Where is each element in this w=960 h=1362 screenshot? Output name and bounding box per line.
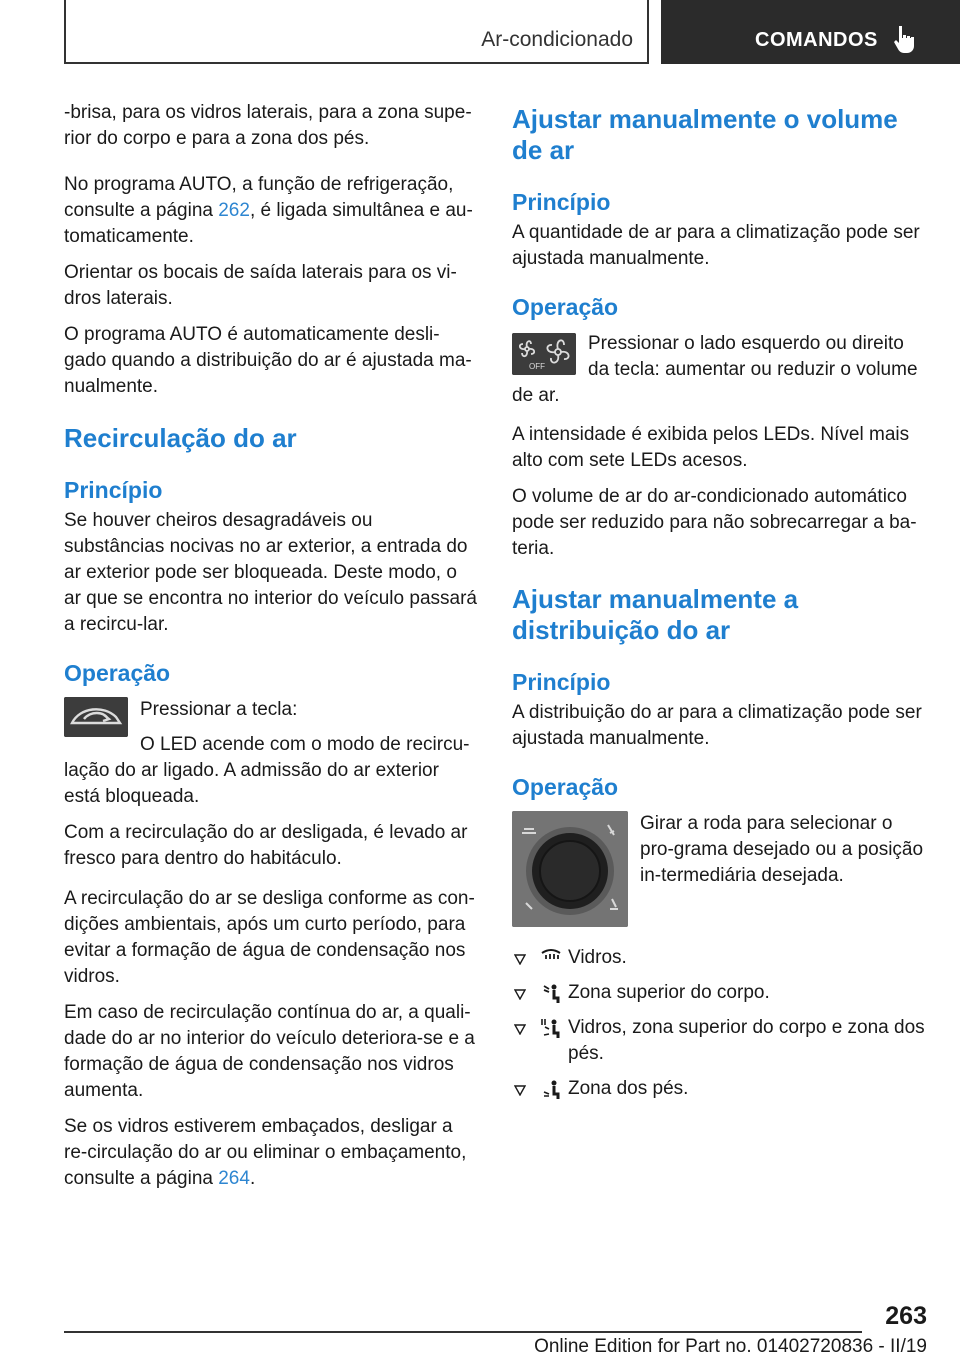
heading-operation: Operação: [512, 774, 619, 800]
paragraph: Se houver cheiros desagradáveis ou substâncias nocivas no ar exterior, a entrada do ar exterior pode ser bloqueada. Deste modo, o ar que se encontra no interior do veículo passará a recircu-lar.: [64, 510, 477, 635]
footer-divider: [64, 1331, 862, 1333]
chapter-title: COMANDOS: [755, 29, 878, 51]
fan-text: Pressionar o lado esquerdo ou direito da tecla: aumentar ou reduzir o volume de ar.: [512, 333, 918, 406]
list-item: [512, 945, 930, 971]
list-item: [512, 1076, 930, 1102]
triangle-bullet-icon: [514, 954, 526, 965]
paragraph: Orientar os bocais de saída laterais para os vi-dros laterais.: [64, 262, 457, 309]
header-section-tab: [64, 0, 649, 64]
list-item-text: Zona superior do corpo.: [568, 982, 770, 1003]
dial-text: Girar a roda para selecionar o pro-grama desejado ou a posição in-termediária desejada.: [640, 813, 924, 886]
windshield-body-feet-icon: [540, 1017, 562, 1039]
press-key-text: Pressionar a tecla:: [140, 699, 298, 720]
triangle-bullet-icon: [514, 1024, 526, 1035]
distribution-list: [512, 945, 930, 1102]
footer-edition-text: Online Edition for Part no. 01402720836 - II/19: [534, 1336, 927, 1357]
hand-pointer-icon: [893, 24, 917, 54]
upper-body-icon: [540, 982, 562, 1004]
recirculation-button-icon: [64, 697, 128, 737]
right-column: [512, 100, 930, 1111]
footwell-icon: [540, 1078, 562, 1100]
list-item: [512, 1015, 930, 1067]
list-item-text: Vidros, zona superior do corpo e zona dos pés.: [568, 1017, 925, 1064]
paragraph: A distribuição do ar para a climatização pode ser ajustada manualmente.: [512, 702, 922, 749]
page-link-262[interactable]: 262: [218, 200, 250, 221]
paragraph: -brisa, para os vidros laterais, para a zona supe-rior do corpo e para a zona dos pés.: [64, 102, 472, 149]
dial-operation: [512, 811, 930, 933]
left-column: [64, 100, 478, 1192]
recirculation-operation: [64, 697, 478, 810]
heading-air-distribution: Ajustar manualmente a distribuição do ar: [512, 584, 799, 645]
heading-recirculation: Recirculação do ar: [64, 423, 297, 453]
text: Se os vidros estiverem embaçados, desligar a re-circulação do ar ou eliminar o embaçamento, consulte a página: [64, 1116, 467, 1189]
paragraph: Em caso de recirculação contínua do ar, a quali-dade do ar no interior do veículo deteriora-se e a formação de água de condensação nos vidros aumenta.: [64, 1002, 475, 1101]
paragraph-fogged-windows: [64, 1114, 478, 1192]
section-title: Ar-condicionado: [481, 28, 633, 51]
windshield-icon: [540, 947, 562, 965]
text: , é ligada simultânea e au-tomaticamente.: [64, 200, 473, 247]
header-chapter-tab: [661, 0, 960, 64]
heading-operation: Operação: [64, 660, 171, 686]
list-item-text: Vidros.: [568, 947, 627, 968]
fan-operation: [512, 331, 930, 409]
fan-button-icon: [512, 333, 576, 375]
list-item: [512, 980, 930, 1006]
paragraph: A quantidade de ar para a climatização pode ser ajustada manualmente.: [512, 222, 920, 269]
paragraph-auto-program: [64, 172, 478, 250]
paragraph: O programa AUTO é automaticamente desli-gado quando a distribuição do ar é ajustada ma-nualmente.: [64, 324, 472, 397]
fan-off-label: OFF: [529, 362, 545, 371]
text: No programa AUTO, a função de refrigeração, consulte a página: [64, 174, 454, 221]
list-item-text: Zona dos pés.: [568, 1078, 689, 1099]
page-link-264[interactable]: 264: [218, 1168, 250, 1189]
paragraph: A recirculação do ar se desliga conforme as con-dições ambientais, após um curto período, para evitar a formação de água de condensação nos vidros.: [64, 888, 475, 987]
paragraph: O volume de ar do ar-condicionado automático pode ser reduzido para não sobrecarregar a ba-teria.: [512, 486, 917, 559]
text: .: [249, 1168, 256, 1189]
paragraph: A intensidade é exibida pelos LEDs. Nível mais alto com sete LEDs acesos.: [512, 424, 910, 471]
heading-principle: Princípio: [512, 669, 611, 695]
triangle-bullet-icon: [514, 989, 526, 1000]
triangle-bullet-icon: [514, 1085, 526, 1096]
led-text: O LED acende com o modo de recircu-lação do ar ligado. A admissão do ar exterior está bloqueada.: [64, 734, 470, 807]
air-distribution-dial-icon: [512, 811, 628, 927]
heading-air-volume: Ajustar manualmente o volume de ar: [512, 104, 898, 165]
page-number: 263: [885, 1302, 927, 1330]
heading-principle: Princípio: [512, 189, 611, 215]
heading-principle: Princípio: [64, 477, 163, 503]
heading-operation: Operação: [512, 294, 619, 320]
paragraph: Com a recirculação do ar desligada, é levado ar fresco para dentro do habitáculo.: [64, 822, 468, 869]
